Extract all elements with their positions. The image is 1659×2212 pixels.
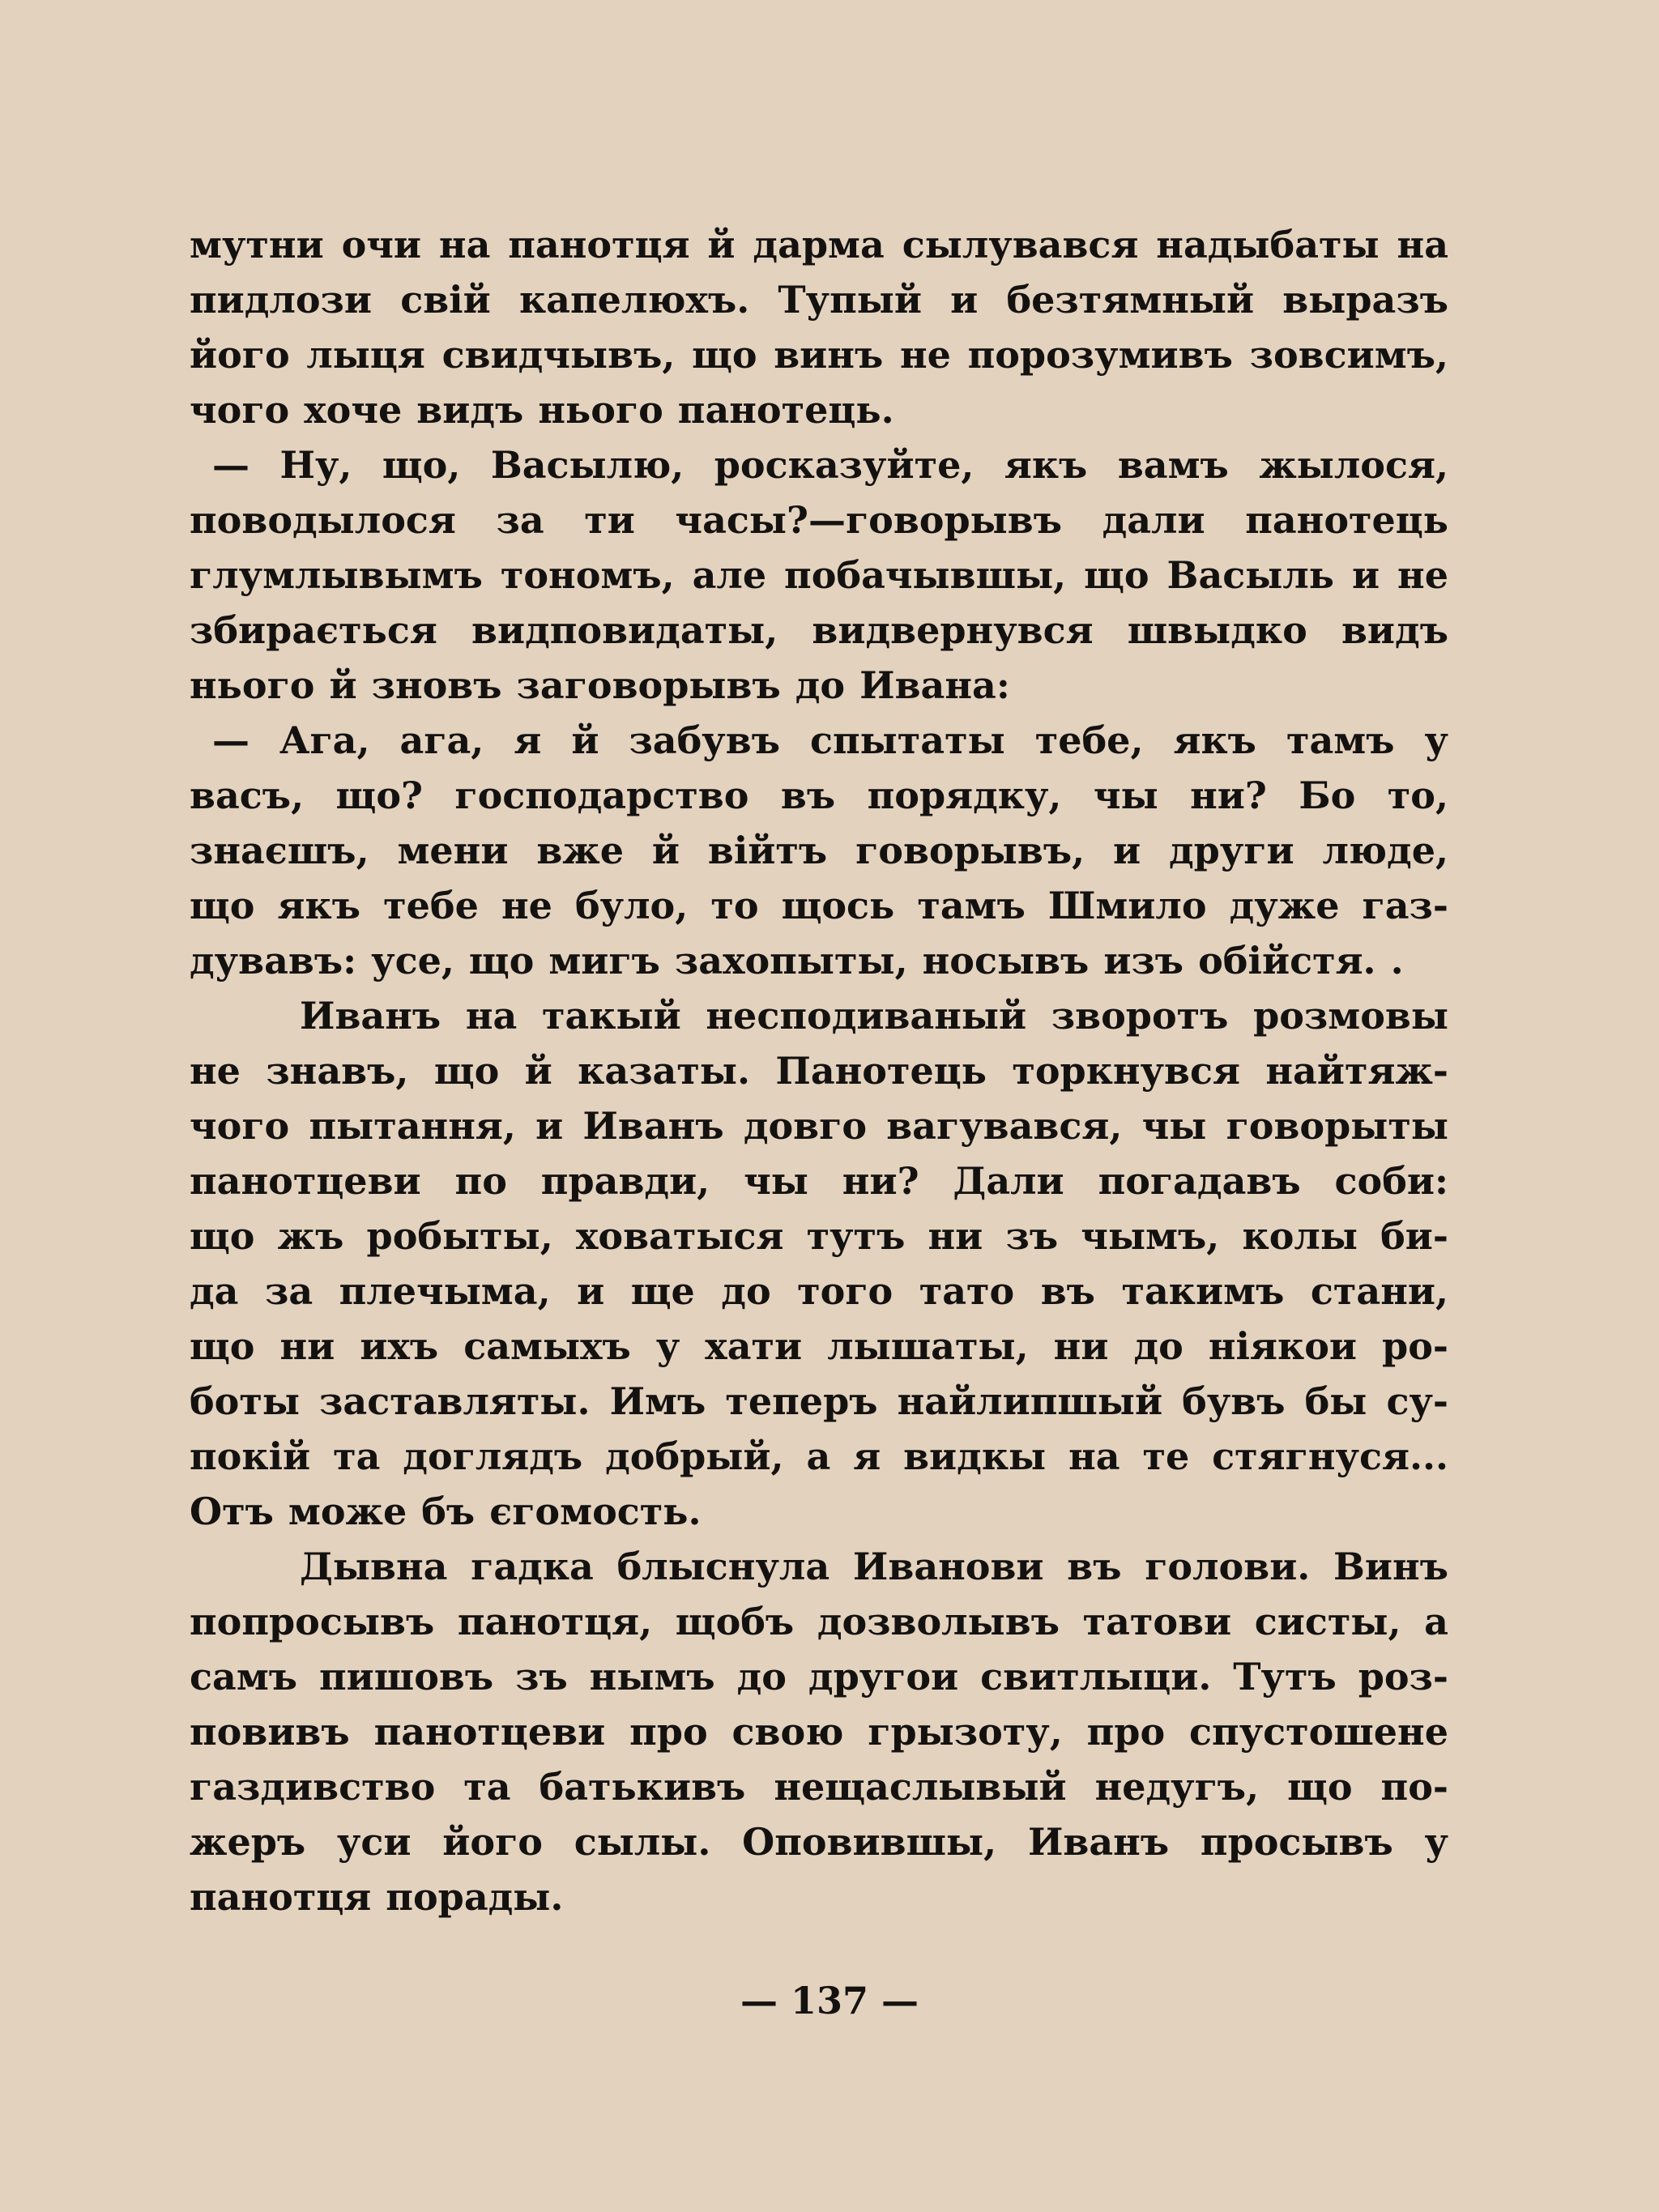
text-line: васъ, що? господарство въ порядку, чы ни? Бо то, — [190, 774, 1448, 817]
text-line: що жъ робыты, ховатыся тутъ ни зъ чымъ, колы би- — [190, 1214, 1448, 1258]
text-line: глумлывымъ тономъ, але побачывшы, що Васыль и не — [190, 553, 1448, 597]
text-line: не знавъ, що й казаты. Панотець торкнувся найтяж- — [190, 1049, 1448, 1093]
text-line: повивъ панотцеви про свою грызоту, про спустошене — [190, 1710, 1448, 1754]
text-line: — Ну, що, Васылю, росказуйте, якъ вамъ жылося, — [212, 443, 1448, 487]
text-line: газдивство та батькивъ нещаслывый недугъ, що по- — [190, 1765, 1448, 1809]
text-line: Иванъ на такый несподиваный зворотъ розмовы — [300, 994, 1448, 1038]
page-number: — 137 — — [740, 1979, 919, 2022]
page-text-block — [190, 217, 1448, 1924]
text-line: пидлози свій капелюхъ. Тупый и безтямный выразъ — [190, 278, 1448, 322]
text-line: Отъ може бъ єгомость. — [190, 1490, 702, 1533]
text-line: дувавъ: усе, що мигъ захопыты, носывъ изъ обійстя. . — [190, 939, 1404, 982]
text-line: збирається видповидаты, видвернувся швыдко видъ — [190, 608, 1448, 652]
text-line: нього й зновъ заговорывъ до Ивана: — [190, 663, 1010, 707]
text-line: що ни ихъ самыхъ у хати лышаты, ни до ніякои ро- — [190, 1324, 1448, 1368]
text-line: попросывъ панотця, щобъ дозволывъ татови систы, а — [190, 1600, 1448, 1643]
text-line: самъ пишовъ зъ нымъ до другои свитлыци. Тутъ роз- — [190, 1655, 1448, 1698]
text-line: поводылося за ти часы?—говорывъ дали панотець — [190, 498, 1448, 542]
text-line: панотця порады. — [190, 1875, 564, 1919]
text-line: панотцеви по правди, чы ни? Дали погадавъ соби: — [190, 1159, 1448, 1203]
text-line: покій та доглядъ добрый, а я видкы на те стягнуся... — [190, 1434, 1448, 1478]
text-line: — Ага, ага, я й забувъ спытаты тебе, якъ тамъ у — [212, 718, 1448, 762]
text-line: мутни очи на панотця й дарма сылувався надыбаты на — [190, 223, 1448, 266]
text-line: чого пытання, и Иванъ довго вагувався, чы говорыты — [190, 1104, 1448, 1148]
text-line: да за плечыма, и ще до того тато въ такимъ стани, — [190, 1269, 1448, 1313]
text-line: знаєшъ, мени вже й війтъ говорывъ, и други люде, — [190, 829, 1448, 872]
text-line: чого хоче видъ нього панотець. — [190, 388, 894, 432]
text-line: його лыця свидчывъ, що винъ не порозумивъ зовсимъ, — [190, 333, 1448, 377]
text-line: боты заставляты. Имъ теперъ найлипшый бувъ бы су- — [190, 1379, 1448, 1423]
text-line: що якъ тебе не було, то щось тамъ Шмило дуже газ- — [190, 884, 1448, 927]
text-line: жеръ уси його сылы. Оповившы, Иванъ просывъ у — [190, 1820, 1448, 1864]
text-line: Дывна гадка блыснула Иванови въ голови. Винъ — [300, 1545, 1448, 1588]
